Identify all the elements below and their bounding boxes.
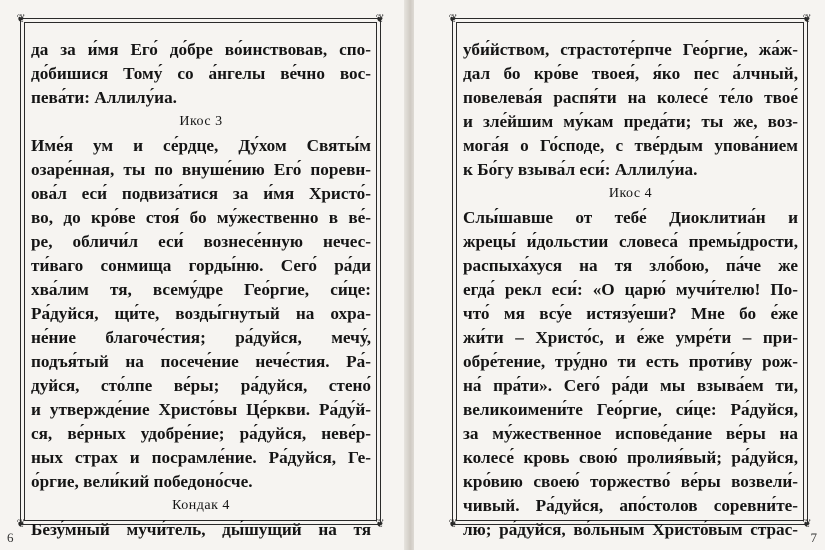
text-line: и зле́йшим му́кам преда́ти; ты же, воз- <box>463 112 798 131</box>
right-page-frame <box>448 13 812 539</box>
text-line: ных страх и посрамле́ние. Ра́дуйся, Ге- <box>31 448 371 467</box>
text-line: и утвержде́ние Христо́вы Це́ркви. Ра́ду́й- <box>31 400 371 419</box>
text-line: ся, ве́рных удобре́ние; ра́дуйся, неве́р- <box>31 424 371 443</box>
text-line: на́ пра́ти». Сего́ ра́ди мы взыва́ем ти, <box>463 376 798 395</box>
text-line: великоимени́те Гео́ргие, си́це: Ра́дуйся, <box>463 400 798 419</box>
text-line: ти́ваго сонмища горды́ню. Сего́ ра́ди <box>31 256 371 275</box>
text-line: за му́жественное испове́дание ве́ры на <box>463 424 798 443</box>
left-page <box>0 0 408 550</box>
text-line: колесе́ кровь свою́ пролия́вый; ра́дуйся, <box>463 448 798 467</box>
text-line: к Бо́гу взыва́л еси́: Аллилу́иа. <box>463 160 698 179</box>
text-line: повелева́я распя́ти на колесе́ те́ло твое́ <box>463 88 798 107</box>
text-line: озаре́нная, ты по внуше́нию Его́ поревн- <box>31 160 371 179</box>
left-page-frame <box>16 13 385 539</box>
text-line: подъя́тый на посече́ние нече́стия. Ра́- <box>31 352 371 371</box>
text-line: хва́лим тя, всему́дре Гео́ргие, си́це: <box>31 280 371 299</box>
text-line: лю; ра́дуйся, во́льным Христо́вым страс- <box>463 520 798 539</box>
text-line: дал бо кро́ве твоея́, я́ко пес а́лчный, <box>463 64 798 83</box>
right-page <box>414 0 825 550</box>
section-heading: Икос 3 <box>179 114 223 129</box>
text-line: распыха́хуся на тя зло́бою, па́че же <box>463 256 798 275</box>
text-line: мога́я о Го́споде, с тве́рдым упова́нием <box>463 136 798 155</box>
text-line: ова́л еси́ подвиза́тися за и́мя Христо́- <box>31 184 371 203</box>
corner-ornament-icon: ❦ <box>16 13 26 25</box>
text-line: о́ргие, вели́кий победоно́сче. <box>31 472 253 491</box>
text-line: да за и́мя Его́ до́бре во́инствовав, спо- <box>31 40 371 59</box>
text-line: Слы́шавше от тебе́ Диоклитиа́н и <box>463 208 798 227</box>
text-line: что́ мя всу́е истязу́еши? Мне бо е́же <box>463 304 798 323</box>
text-line: жрецы́ и́дольстии словеса́ премы́дрости, <box>463 232 798 251</box>
text-line: Ра́дуйся, щи́те, возды́гнутый на охра- <box>31 304 371 323</box>
text-line: не́ние благоче́стия; ра́дуйся, мечу́, <box>31 328 371 347</box>
right-page-text <box>463 38 798 542</box>
text-line: пева́ти: Аллилу́иа. <box>31 88 177 107</box>
corner-ornament-icon: ❦ <box>375 518 385 530</box>
text-line: во, до кро́ве стоя́ бо му́жественно в ве́- <box>31 208 371 227</box>
text-line: дуйся, сто́лпе ве́ры; ра́дуйся, стено́ <box>31 376 371 395</box>
text-line: Име́я ум и се́рдце, Ду́хом Святы́м <box>31 136 371 155</box>
corner-ornament-icon: ❦ <box>802 13 812 25</box>
corner-ornament-icon: ❦ <box>448 518 458 530</box>
page-number-right: 7 <box>810 530 817 545</box>
text-line: обре́тение, тру́дно ти есть проти́ву рож- <box>463 352 798 371</box>
text-line: до́бишися Тому́ со а́нгелы ве́чно вос- <box>31 64 371 83</box>
section-heading: Кондак 4 <box>172 498 230 513</box>
text-line: егда́ рекл еси́: «О царю́ мучи́телю! По- <box>463 280 798 299</box>
text-line: уби́йством, страстоте́рпче Гео́ргие, жа́ж- <box>463 40 798 59</box>
text-line: жи́ти – Христо́с, и е́же умре́ти – при- <box>463 328 798 347</box>
text-line: Безу́мный мучи́тель, ды́шущий на тя <box>31 520 371 539</box>
corner-ornament-icon: ❦ <box>16 518 26 530</box>
text-line: ре, обличи́л еси́ вознесе́нную нечес- <box>31 232 371 251</box>
left-page-text <box>31 38 371 542</box>
corner-ornament-icon: ❦ <box>375 13 385 25</box>
text-line: чивый. Ра́дуйся, апо́столов соревни́те- <box>463 496 798 515</box>
corner-ornament-icon: ❦ <box>448 13 458 25</box>
corner-ornament-icon: ❦ <box>802 518 812 530</box>
section-heading: Икос 4 <box>608 186 653 201</box>
text-line: кро́вию своею́ торжество́ ве́ры возвели́- <box>463 472 798 491</box>
page-number-left: 6 <box>7 530 14 545</box>
